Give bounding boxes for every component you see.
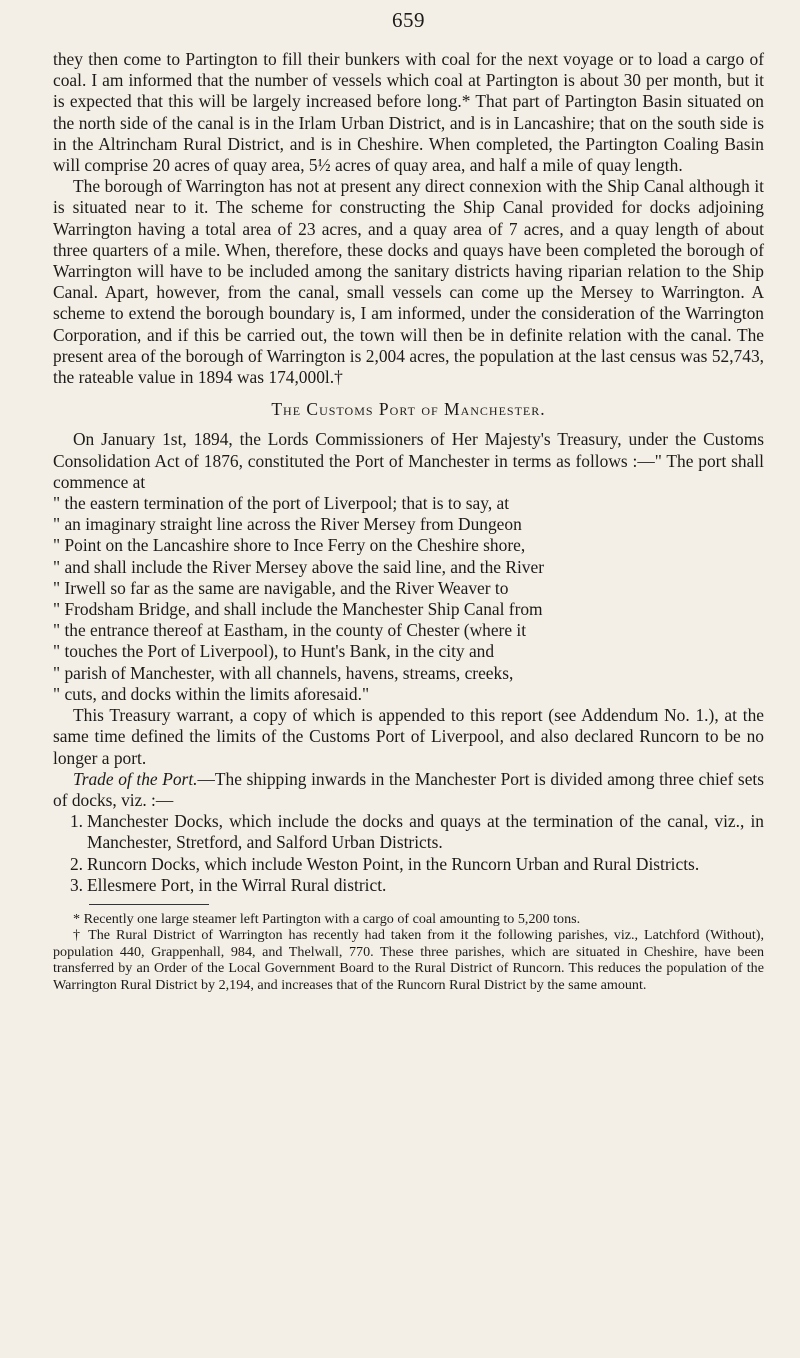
quote-line: " and shall include the River Mersey above the said line, and the River [53, 556, 544, 577]
quote-line: " parish of Manchester, with all channels, havens, streams, creeks, [53, 662, 514, 683]
quote-line: " touches the Port of Liverpool), to Hunt's Bank, in the city and [53, 641, 495, 662]
footnote-divider [89, 904, 209, 905]
quote-line: " cuts, and docks within the limits aforesaid." [53, 683, 370, 704]
list-text: Runcorn Docks, which include Weston Point, in the Runcorn Urban and Rural Districts. [87, 853, 700, 874]
quote-line: " the entrance thereof at Eastham, in the county of Chester (where it [53, 620, 527, 641]
trade-text: —The shipping inwards in the Manchester Port is divided among three chief sets of docks, viz. :— [53, 768, 765, 810]
footnote: † The Rural District of Warrington has recently had taken from it the following parishes, viz., Latchford (Without), population 440, Grappenhall, 984, and Thelwall, 770. These three parishes, which are situated in Cheshire, have been transferred by an Order of the Local Government Board to the Rural District of Runcorn. This reduces the population of the Warrington Rural District by 2,194, and increases that of the Runcorn Rural District by the same amount. [53, 927, 764, 993]
quote-line: " Point on the Lancashire shore to Ince Ferry on the Cheshire shore, [53, 535, 526, 556]
list-item [53, 811, 764, 853]
paragraph-customs-intro: On January 1st, 1894, the Lords Commissioners of Her Majesty's Treasury, under the Customs Consolidation Act of 1876, constituted the Port of Manchester in terms as follows :—" The port shall commence at [53, 429, 764, 492]
paragraph-trade-of-port [53, 769, 764, 811]
docks-list [53, 811, 764, 896]
list-text: Ellesmere Port, in the Wirral Rural district. [87, 874, 387, 895]
list-number: 3. [69, 874, 83, 895]
section-heading: The Customs Port of Manchester. [271, 399, 546, 420]
page-number: 659 [392, 8, 425, 32]
paragraph-warrington: The borough of Warrington has not at present any direct connexion with the Ship Canal although it is situated near to it. The scheme for constructing the Ship Canal provided for docks adjoining Warrington having a total area of 23 acres, and a quay area of 7 acres, and a quay length of about three quarters of a mile. When, therefore, these docks and quays have been completed the borough of Warrington will have to be included among the sanitary districts having riparian relation to the Ship Canal. Apart, however, from the canal, small vessels can come up the Mersey to Warrington. A scheme to extend the borough boundary is, I am informed, under the consideration of the Warrington Corporation, and if this be carried out, the town will then be in definite relation with the canal. The present area of the borough of Warrington is 2,004 acres, the population at the last census was 52,743, the rateable value in 1894 was 174,000l.† [53, 176, 764, 388]
paragraph-treasury-warrant: This Treasury warrant, a copy of which is appended to this report (see Addendum No. 1.), at the same time defined the limits of the Customs Port of Liverpool, and also declared Runcorn to be no longer a port. [53, 705, 764, 768]
footnotes [53, 911, 764, 994]
list-text: Manchester Docks, which include the docks and quays at the termination of the canal, viz., in Manchester, Stretford, and Salford Urban Districts. [87, 811, 764, 853]
body-text [53, 49, 764, 896]
footnote: * Recently one large steamer left Partington with a cargo of coal amounting to 5,200 tons. [73, 910, 581, 927]
treasury-quote [53, 493, 764, 705]
list-item [53, 854, 764, 875]
list-number: 2. [69, 853, 83, 874]
list-number: 1. [69, 811, 83, 832]
quote-line: " Frodsham Bridge, and shall include the Manchester Ship Canal from [53, 599, 543, 620]
quote-line: " an imaginary straight line across the River Mersey from Dungeon [53, 514, 522, 535]
paragraph-partington: they then come to Partington to fill their bunkers with coal for the next voyage or to load a cargo of coal. I am informed that the number of vessels which coal at Partington is about 30 per month, but it is expected that this will be largely increased before long.* That part of Partington Basin situated on the north side of the canal is in the Irlam Urban District, and is in Lancashire; that on the south side is in the Altrincham Rural District, and is in Cheshire. When completed, the Partington Coaling Basin will comprise 20 acres of quay area, 5½ acres of quay area, and half a mile of quay length. [53, 49, 764, 176]
list-item [53, 875, 764, 896]
quote-line: " Irwell so far as the same are navigable, and the River Weaver to [53, 577, 509, 598]
trade-heading: Trade of the Port. [73, 768, 198, 789]
quote-line: " the eastern termination of the port of Liverpool; that is to say, at [53, 493, 510, 514]
